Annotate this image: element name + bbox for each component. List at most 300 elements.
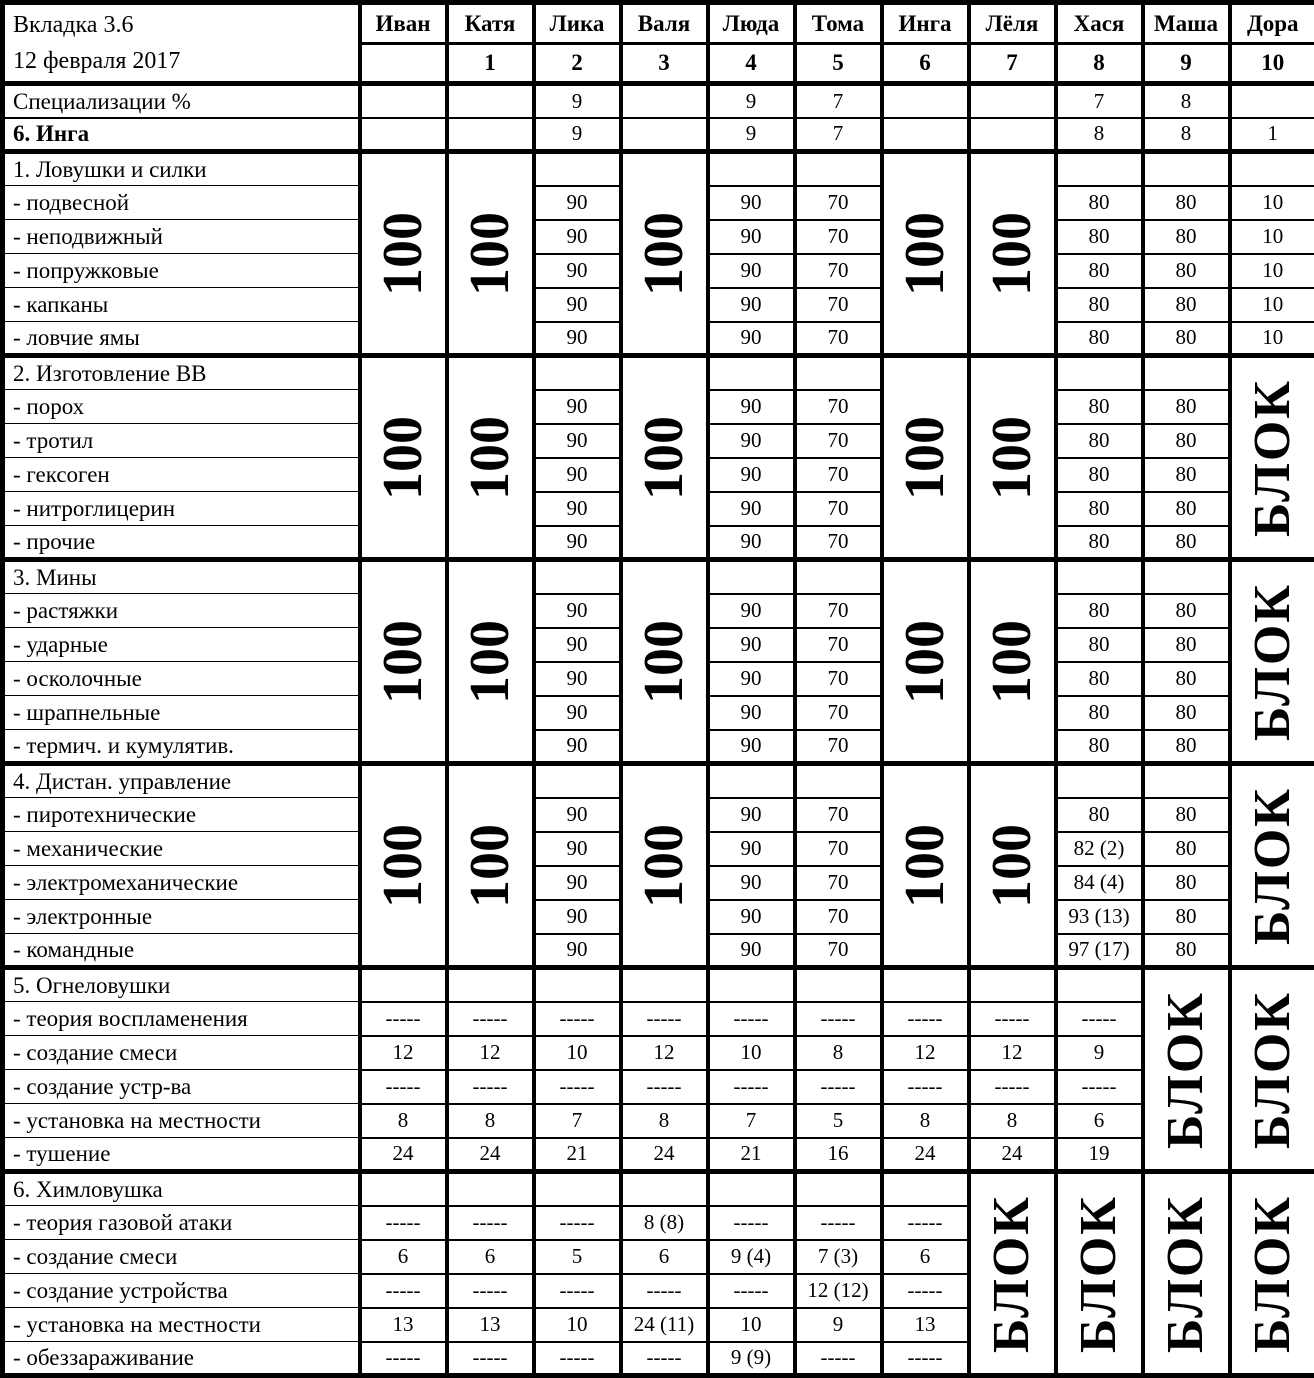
skill-value-cell: 90 [534,526,621,560]
section-header-empty-cell [795,968,882,1002]
skill-value-cell: ----- [708,1206,795,1240]
skill-value-cell: 80 [1143,798,1230,832]
rotated-score-text: 100 [462,416,518,500]
merged-score-cell [447,152,534,356]
skill-value-cell: ----- [882,1342,969,1376]
skill-row-label: - тушение [3,1138,360,1172]
summary-value-cell: 9 [534,118,621,152]
skill-value-cell: 12 [969,1036,1056,1070]
blocked-cell [1056,1172,1143,1376]
skill-value-cell: ----- [621,1002,708,1036]
skill-value-cell: 24 [969,1138,1056,1172]
skill-value-cell: 84 (4) [1056,866,1143,900]
skill-row-label: - подвесной [3,186,360,220]
rotated-score-text: 100 [375,212,431,296]
blocked-cell [969,1172,1056,1376]
summary-value-cell [447,118,534,152]
header-name-cell: Иван [360,3,447,44]
skill-value-cell: 70 [795,322,882,356]
skill-value-cell: ----- [534,1206,621,1240]
skill-value-cell: 90 [708,866,795,900]
skill-value-cell: ----- [534,1070,621,1104]
skill-value-cell: 70 [795,798,882,832]
header-name-cell: Лика [534,3,621,44]
merged-score-cell [882,764,969,968]
section-title-row [3,152,1314,186]
summary-value-cell [1230,84,1314,118]
section-title-row [3,764,1314,798]
skill-value-cell: 5 [534,1240,621,1274]
header-number-cell: 8 [1056,43,1143,84]
skill-value-cell: 12 [360,1036,447,1070]
skill-value-cell: 90 [708,424,795,458]
skill-value-cell: 80 [1143,186,1230,220]
skill-value-cell: 6 [1056,1104,1143,1138]
rotated-score-text: 100 [897,824,953,908]
merged-score-cell [969,356,1056,560]
summary-value-cell: 8 [1143,84,1230,118]
skill-value-cell: 8 [882,1104,969,1138]
merged-score-cell [447,356,534,560]
summary-value-cell: 1 [1230,118,1314,152]
section-header-empty-cell [795,356,882,390]
skill-value-cell: 80 [1143,628,1230,662]
skill-value-cell: 80 [1143,832,1230,866]
skill-value-cell: 90 [708,186,795,220]
skill-value-cell: ----- [882,1070,969,1104]
skill-value-cell: 80 [1143,730,1230,764]
skill-value-cell: ----- [1056,1070,1143,1104]
header-number-cell: 5 [795,43,882,84]
skill-value-cell: 80 [1143,458,1230,492]
header-number-cell: 2 [534,43,621,84]
section-header-empty-cell [795,764,882,798]
skill-value-cell: 12 [621,1036,708,1070]
summary-value-cell: 9 [534,84,621,118]
section-header-empty-cell [360,1172,447,1206]
skill-row-label: - обеззараживание [3,1342,360,1376]
summary-row-label: 6. Инга [3,118,360,152]
section-header-empty-cell [708,1172,795,1206]
skill-value-cell: 80 [1056,220,1143,254]
summary-row [3,118,1314,152]
skill-value-cell: 80 [1143,900,1230,934]
skill-value-cell: 90 [534,288,621,322]
skill-value-cell: 80 [1143,390,1230,424]
skill-value-cell: 90 [708,322,795,356]
skill-value-cell: 70 [795,662,882,696]
skill-value-cell: 90 [534,594,621,628]
rotated-score-text: 100 [636,416,692,500]
skill-value-cell: 70 [795,628,882,662]
skill-value-cell: ----- [534,1274,621,1308]
rotated-score-text: 100 [897,416,953,500]
skill-row-label: - электронные [3,900,360,934]
section-header-empty-cell [1056,152,1143,186]
skill-value-cell: 70 [795,832,882,866]
skill-value-cell: 80 [1056,254,1143,288]
skill-value-cell: 12 [882,1036,969,1070]
skill-value-cell: 90 [708,288,795,322]
skill-row [3,1002,1314,1036]
skill-row-label: - теория воспламенения [3,1002,360,1036]
section-header-empty-cell [447,1172,534,1206]
blocked-cell [1143,968,1230,1172]
skill-value-cell: 90 [708,832,795,866]
skill-value-cell: 90 [708,526,795,560]
merged-score-cell [447,560,534,764]
skill-value-cell: ----- [708,1070,795,1104]
rotated-score-text: 100 [375,824,431,908]
rotated-block-text: БЛОК [986,1195,1038,1353]
section-title-row [3,1172,1314,1206]
skill-value-cell: 80 [1143,934,1230,968]
skill-value-cell: 9 (9) [708,1342,795,1376]
skill-value-cell: 6 [360,1240,447,1274]
section-header-empty-cell [447,968,534,1002]
skill-value-cell: 80 [1143,594,1230,628]
skill-value-cell: 80 [1056,662,1143,696]
blocked-cell [1230,968,1314,1172]
section-title: 2. Изготовление ВВ [3,356,360,390]
merged-score-cell [360,152,447,356]
skill-value-cell: 90 [708,594,795,628]
skill-value-cell: 90 [708,900,795,934]
skill-row-label: - теория газовой атаки [3,1206,360,1240]
skill-value-cell: 90 [534,322,621,356]
skill-value-cell: 24 [360,1138,447,1172]
skill-value-cell: 70 [795,696,882,730]
blocked-cell [1143,1172,1230,1376]
section-header-empty-cell [795,1172,882,1206]
header-name-cell: Дора [1230,3,1314,44]
section-header-empty-cell [1056,968,1143,1002]
header-number-cell: 10 [1230,43,1314,84]
skill-value-cell: 80 [1143,662,1230,696]
skill-value-cell: 80 [1056,696,1143,730]
skill-value-cell: ----- [447,1002,534,1036]
section-header-empty-cell [882,968,969,1002]
skill-value-cell: ----- [708,1274,795,1308]
section-header-empty-cell [1056,356,1143,390]
section-header-empty-cell [534,1172,621,1206]
skill-value-cell: ----- [534,1002,621,1036]
skill-value-cell: ----- [447,1274,534,1308]
header-number-cell: 1 [447,43,534,84]
skill-value-cell: 24 [621,1138,708,1172]
merged-score-cell [621,356,708,560]
section-header-empty-cell [360,968,447,1002]
skill-value-cell: 90 [708,696,795,730]
skill-value-cell: 7 [708,1104,795,1138]
skill-value-cell: 80 [1056,186,1143,220]
skill-value-cell: 80 [1056,322,1143,356]
skill-value-cell: 80 [1056,730,1143,764]
header-number-cell: 6 [882,43,969,84]
skill-row-label: - создание устройства [3,1274,360,1308]
section-title: 1. Ловушки и силки [3,152,360,186]
skill-value-cell: 90 [534,662,621,696]
skill-row-label: - механические [3,832,360,866]
skill-value-cell: 90 [708,730,795,764]
skill-row [3,1036,1314,1070]
section-title-row [3,968,1314,1002]
rotated-score-text: 100 [897,212,953,296]
skill-row-label: - неподвижный [3,220,360,254]
skill-value-cell: 90 [708,390,795,424]
skill-value-cell: ----- [621,1274,708,1308]
skill-value-cell: 80 [1056,288,1143,322]
summary-row [3,84,1314,118]
rotated-score-text: 100 [984,620,1040,704]
rotated-score-text: 100 [984,212,1040,296]
skill-value-cell: 80 [1143,492,1230,526]
skill-value-cell: 10 [534,1308,621,1342]
skill-value-cell: ----- [795,1002,882,1036]
summary-value-cell: 7 [795,118,882,152]
skill-value-cell: 90 [534,458,621,492]
skill-value-cell: 90 [534,866,621,900]
skill-value-cell: 80 [1056,594,1143,628]
section-header-empty-cell [534,356,621,390]
skill-row [3,1070,1314,1104]
skill-value-cell: 90 [534,254,621,288]
skill-row-label: - прочие [3,526,360,560]
summary-value-cell: 7 [1056,84,1143,118]
skill-value-cell: 90 [708,628,795,662]
blocked-cell [1230,560,1314,764]
skill-value-cell: 70 [795,730,882,764]
skill-value-cell: ----- [795,1206,882,1240]
skill-value-cell: ----- [621,1342,708,1376]
summary-value-cell: 9 [708,118,795,152]
section-title-row [3,356,1314,390]
skill-value-cell: ----- [795,1342,882,1376]
section-header-empty-cell [795,560,882,594]
skill-value-cell: 90 [534,390,621,424]
skill-value-cell: ----- [795,1070,882,1104]
summary-value-cell [360,84,447,118]
summary-value-cell: 8 [1143,118,1230,152]
skill-value-cell: 90 [708,662,795,696]
skill-value-cell: 82 (2) [1056,832,1143,866]
skill-value-cell: 21 [534,1138,621,1172]
table-body [3,3,1314,1376]
merged-score-cell [882,560,969,764]
merged-score-cell [360,764,447,968]
summary-value-cell: 9 [708,84,795,118]
header-name-cell: Хася [1056,3,1143,44]
section-header-empty-cell [534,152,621,186]
skill-value-cell: 8 [621,1104,708,1138]
header-name-cell: Инга [882,3,969,44]
rotated-block-text: БЛОК [1247,787,1299,945]
skill-row-label: - создание смеси [3,1036,360,1070]
skill-value-cell: 80 [1143,322,1230,356]
skill-row-label: - электромеханические [3,866,360,900]
skill-value-cell: 16 [795,1138,882,1172]
merged-score-cell [882,356,969,560]
summary-value-cell [621,118,708,152]
header-name-cell: Маша [1143,3,1230,44]
skill-value-cell: ----- [360,1002,447,1036]
skill-value-cell: ----- [360,1070,447,1104]
skill-row-label: - гексоген [3,458,360,492]
skill-value-cell: ----- [447,1070,534,1104]
header-name-cell: Валя [621,3,708,44]
skill-value-cell: ----- [621,1070,708,1104]
skill-value-cell: 70 [795,254,882,288]
section-header-empty-cell [534,560,621,594]
skill-value-cell: 13 [447,1308,534,1342]
skill-value-cell: 13 [360,1308,447,1342]
skill-row-label: - термич. и кумулятив. [3,730,360,764]
rotated-score-text: 100 [462,620,518,704]
skill-value-cell: 10 [1230,186,1314,220]
rotated-block-text: БЛОК [1247,379,1299,537]
skill-row-label: - осколочные [3,662,360,696]
skill-value-cell: 19 [1056,1138,1143,1172]
skill-value-cell: 90 [708,492,795,526]
header-number-cell: 9 [1143,43,1230,84]
section-header-empty-cell [1143,152,1230,186]
skill-value-cell: 10 [708,1036,795,1070]
merged-score-cell [360,560,447,764]
skill-value-cell: 90 [708,254,795,288]
skill-row-label: - шрапнельные [3,696,360,730]
skill-value-cell: 8 [447,1104,534,1138]
skill-value-cell: 70 [795,866,882,900]
skill-value-cell: 24 [882,1138,969,1172]
skill-value-cell: ----- [882,1002,969,1036]
section-title-row [3,560,1314,594]
skill-value-cell: ----- [360,1274,447,1308]
section-header-empty-cell [795,152,882,186]
skill-value-cell: 8 [360,1104,447,1138]
skill-value-cell: 70 [795,220,882,254]
skill-value-cell: 6 [882,1240,969,1274]
skill-value-cell: ----- [534,1342,621,1376]
skill-value-cell: 9 [795,1308,882,1342]
skill-value-cell: 70 [795,492,882,526]
summary-row-label: Специализации % [3,84,360,118]
skill-value-cell: ----- [969,1002,1056,1036]
worksheet-title-cell [3,3,360,84]
skill-value-cell: 6 [447,1240,534,1274]
section-header-empty-cell [882,1172,969,1206]
skill-value-cell: 90 [534,628,621,662]
skill-value-cell: 8 [969,1104,1056,1138]
skill-value-cell: 10 [1230,288,1314,322]
skill-value-cell: 90 [708,458,795,492]
skill-value-cell: 5 [795,1104,882,1138]
skill-value-cell: 80 [1143,254,1230,288]
skill-row-label: - порох [3,390,360,424]
rotated-score-text: 100 [897,620,953,704]
skill-value-cell: 12 (12) [795,1274,882,1308]
skill-value-cell: 8 [795,1036,882,1070]
section-header-empty-cell [621,1172,708,1206]
rotated-score-text: 100 [984,416,1040,500]
skill-row [3,1104,1314,1138]
skill-value-cell: 90 [534,832,621,866]
skill-value-cell: 7 [534,1104,621,1138]
skill-value-cell: 80 [1143,424,1230,458]
skill-value-cell: 24 (11) [621,1308,708,1342]
skill-value-cell: 80 [1056,458,1143,492]
merged-score-cell [621,152,708,356]
summary-value-cell [969,84,1056,118]
skill-value-cell: 70 [795,900,882,934]
skill-value-cell: 10 [708,1308,795,1342]
summary-value-cell: 7 [795,84,882,118]
section-title: 3. Мины [3,560,360,594]
skill-value-cell: 9 [1056,1036,1143,1070]
skill-row-label: - тротил [3,424,360,458]
section-header-empty-cell [621,968,708,1002]
skill-value-cell: 12 [447,1036,534,1070]
skill-value-cell: 80 [1143,866,1230,900]
merged-score-cell [360,356,447,560]
section-header-empty-cell [708,968,795,1002]
header-number-cell: 3 [621,43,708,84]
skill-value-cell: 8 (8) [621,1206,708,1240]
skill-row-label: - ловчие ямы [3,322,360,356]
rotated-score-text: 100 [636,824,692,908]
skill-row-label: - нитроглицерин [3,492,360,526]
skill-row-label: - установка на местности [3,1104,360,1138]
skill-value-cell: 70 [795,424,882,458]
rotated-block-text: БЛОК [1160,991,1212,1149]
skill-value-cell: 90 [708,220,795,254]
skill-value-cell: 80 [1056,492,1143,526]
rotated-block-text: БЛОК [1247,991,1299,1149]
blocked-cell [1230,1172,1314,1376]
summary-value-cell [447,84,534,118]
section-header-empty-cell [1056,560,1143,594]
header-name-cell: Лёля [969,3,1056,44]
skill-value-cell: 80 [1143,288,1230,322]
section-header-empty-cell [708,560,795,594]
skill-value-cell: 70 [795,526,882,560]
skill-value-cell: 80 [1056,628,1143,662]
skill-value-cell: 21 [708,1138,795,1172]
skill-value-cell: ----- [882,1206,969,1240]
skill-value-cell: 80 [1056,424,1143,458]
section-header-empty-cell [708,152,795,186]
header-number-cell: 7 [969,43,1056,84]
skill-value-cell: 90 [534,934,621,968]
summary-value-cell [882,84,969,118]
skill-value-cell: ----- [447,1342,534,1376]
skill-row-label: - установка на местности [3,1308,360,1342]
rotated-score-text: 100 [636,620,692,704]
merged-score-cell [969,152,1056,356]
section-header-empty-cell [1230,152,1314,186]
skill-value-cell: 70 [795,458,882,492]
skill-value-cell: 90 [534,186,621,220]
merged-score-cell [621,560,708,764]
section-header-empty-cell [1143,764,1230,798]
merged-score-cell [882,152,969,356]
skill-value-cell: 70 [795,594,882,628]
rotated-block-text: БЛОК [1247,583,1299,741]
header-name-cell: Люда [708,3,795,44]
skill-value-cell: 90 [534,798,621,832]
section-header-empty-cell [1056,764,1143,798]
skill-value-cell: ----- [708,1002,795,1036]
summary-value-cell: 8 [1056,118,1143,152]
